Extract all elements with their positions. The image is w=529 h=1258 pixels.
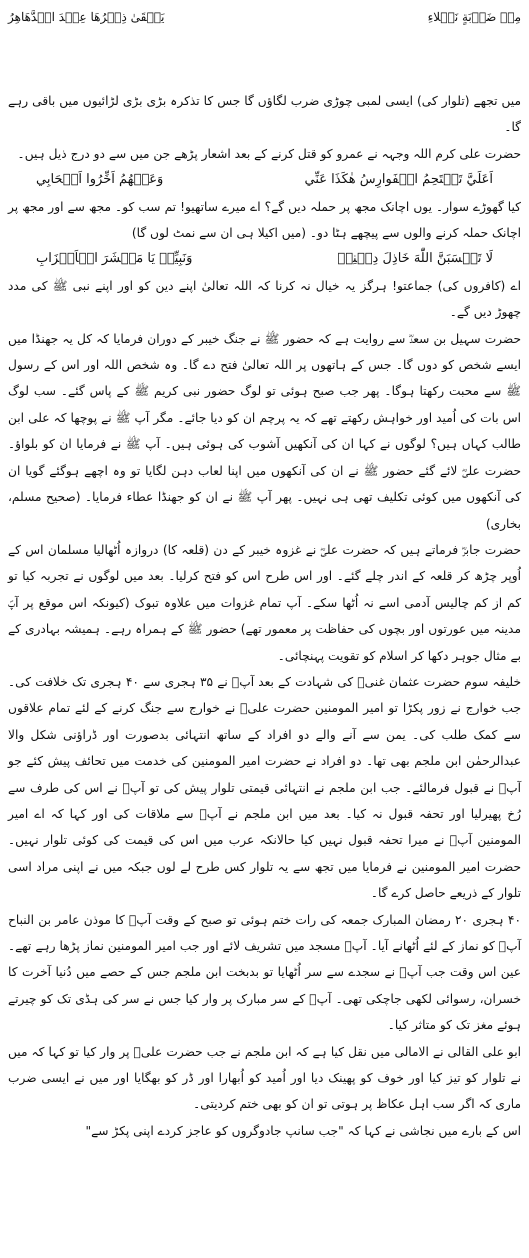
paragraph-3: کیا گھوڑے سوار۔ یوں اچانک مجھ پر حملہ دیں گے؟ اے میرے ساتھیو! تم سب کو۔ مجھ سے اور مجھ پر اچانک حملہ کرنے والوں سے پیچھے ہٹا دو۔ (میں اکیلا ہی ان سے نمٹ لوں گا) — [8, 199, 521, 241]
paragraph-10: اس کے بارے میں نجاشی نے کہا کہ "جب سانپ جادوگروں کو عاجز کردے اپنی پکڑ سے" — [85, 1123, 521, 1138]
header-verse — [8, 6, 521, 28]
paragraph-8: ۴۰ ہجری ۲۰ رمضان المبارک جمعہ کی رات ختم ہوئی تو صبح کے وقت آپؓ کا موذن عامر بن النباح آپؓ کو نماز کے لئے اُٹھانے آیا۔ آپؓ مسجد میں تشریف لائے اور جب امیر المومنین نماز پڑھا رہے تھے۔ عین اس وقت جب آپؓ نے سجدے سے سر اُٹھایا تو بدبخت ابن ملجم جس کے حصے میں دُنیا آخرت کا خسران، رسوائی لکھی جاچکی تھی۔ آپؓ کے سر مبارک پر وار کیا جس نے سر کی ہڈی تک کو چیرتے ہوئے مغز تک کو متاثر کیا۔ — [8, 912, 521, 1033]
paragraph-5: حضرت سہیل بن سعدؓ سے روایت ہے کہ حضور ﷺ نے جنگ خیبر کے دوران فرمایا کہ کل یہ جھنڈا میں ایسے شخص کو دوں گا۔ جس کے ہاتھوں پر اللہ تعالیٰ فتح دے گا۔ وہ شخص اللہ اور اس کے رسول ﷺ سے محبت رکھتا ہوگا۔ پھر جب صبح ہوئی تو لوگ حضور نبی کریم ﷺ کے پاس گئے۔ سب لوگ اس بات کی اُمید اور خواہش رکھتے تھے کہ یہ پرچم ان کو دیا جائے۔ مگر آپ ﷺ نے پوچھا کہ علی ابن طالب کہاں ہیں؟ لوگوں نے کہا ان کی آنکھیں آشوب کی ہوئی ہیں۔ آپ ﷺ نے فرمایا ان کو بلواؤ۔ حضرت علیؓ لائے گئے حضور ﷺ نے ان کی آنکھوں میں اپنا لعاب دہن لگایا تو وہ اچھے ہوگئے گویا ان کی آنکھوں میں کوئی تکلیف تھی ہی نہیں۔ پھر آپ ﷺ نے ان کو جھنڈا عطاء فرمایا۔ (صحیح مسلم، بخاری) — [8, 331, 521, 531]
paragraph-1: میں تجھے (تلوار کی) ایسی لمبی چوڑی ضرب لگاؤں گا جس کا تذکرہ بڑی بڑی لڑائیوں میں باقی رہے گا۔ — [8, 94, 521, 135]
arabic-verse-2-left: وَنَبِيِّهٖ يَا مَعۡشَرَ الۡاَحۡزَابِ — [36, 251, 193, 267]
arabic-verse-1-left: وَعَنۡهُمُ اَخِّرُوا اَصۡحَابِي — [36, 172, 164, 188]
paragraph-6: حضرت جابرؓ فرماتے ہیں کہ حضرت علیؓ نے غزوہ خیبر کے دن (قلعہ کا) دروازہ اُٹھالیا مسلمان اس کے اُوپر چڑھ کر قلعہ کے اندر چلے گئے۔ اور اس طرح اس کو فتح کرلیا۔ بعد میں لوگوں نے تجربہ کیا تو کم از کم چالیس آدمی اسے نہ اُٹھا سکے۔ آپ تمام غزوات میں علاوہ تبوک (کیونکہ اس موقع پر آپؐ مدینہ میں عورتوں اور بچوں کی حفاظت پر معمور تھے) حضور ﷺ کے ہمراہ رہے۔ ہمیشہ بہادری کے بے مثال جوہر دکھا کر اسلام کو تقویت پہنچائی۔ — [8, 542, 521, 663]
body-text — [8, 88, 521, 1144]
arabic-verse-2-right: لَا تَحۡسَبَنَّ اللّٰهَ خَاذِلَ دِيۡنِهٖ — [337, 251, 493, 267]
header-verse-right: مِنۡ ضَرۡبَةٍ نَجۡلاءِ — [427, 10, 521, 24]
arabic-verse-1-right: اَعَلَيَّ تَقۡتَحِمُ الۡفَوارِسُ هٰكَذَا عَنِّي — [304, 172, 493, 188]
header-verse-left: يَبۡقَىٰ ذِكۡرُهَا عِنۡدَ الۡدَّهَاهِرُ — [8, 10, 165, 24]
paragraph-9: ابو علی القالی نے الامالی میں نقل کیا ہے کہ ابن ملجم نے جب حضرت علیؓ پر وار کیا تو کہا کہ میں نے تلوار کو تیز کیا اور خوف کو پھینک دیا اور اُمید کو اُبھارا اور ڈر کو بھگایا اور میں نے ایسی ضرب ماری کہ اگر سب اہل عکاظ پر ہوتی تو ان کو بھی ختم کردیتی۔ — [8, 1044, 521, 1112]
paragraph-4: اے (کافروں کی) جماعتو! ہرگز یہ خیال نہ کرنا کہ اللہ تعالیٰ اپنے دین کو اور اپنے نبی ﷺ کی مدد چھوڑ دیں گے۔ — [8, 278, 521, 320]
paragraph-2: حضرت علی کرم اللہ وجہہ نے عمرو کو قتل کرنے کے بعد اشعار پڑھے جن میں سے دو درج ذیل ہیں۔ — [17, 146, 521, 161]
arabic-verse-2 — [8, 246, 521, 272]
paragraph-7: خلیفہ سوم حضرت عثمان غنیؓ کی شہادت کے بعد آپؓ نے ۳۵ ہجری سے ۴۰ ہجری تک خلافت کی۔ جب خوارج نے زور پکڑا تو امیر المومنین حضرت علیؓ نے خوارج سے جنگ کرنے کے لئے تمام علاقوں سے کمک طلب کی۔ یمن سے آنے والے دو افراد کے ساتھ انتہائی بدصورت اور ڈراؤنی شکل والا عبدالرحمٰن ابن ملجم بھی تھا۔ دو افراد نے حضرت امیر المومنین کی خدمت میں تحائف پیش کئے جو آپؓ نے قبول فرمالئے۔ جب ابن ملجم نے انتہائی قیمتی تلوار پیش کی تو آپؓ نے اس کی طرف سے رُخ پھیرلیا اور تحفہ قبول نہ کیا۔ بعد میں ابن ملجم نے آپؓ سے ملاقات کی اور کہا کہ اے امیر المومنین آپؓ نے میرا تحفہ قبول نہیں کیا حالانکہ عرب میں اس کی قیمت کی کوئی تلوار نہیں۔ حضرت امیر المومنین نے فرمایا میں تجھ سے یہ تلوار کس طرح لے لوں جبکہ میں نے اپنی مراد اسی تلوار کے ذریعے حاصل کرے گا۔ — [8, 674, 521, 901]
arabic-verse-1 — [8, 167, 521, 193]
